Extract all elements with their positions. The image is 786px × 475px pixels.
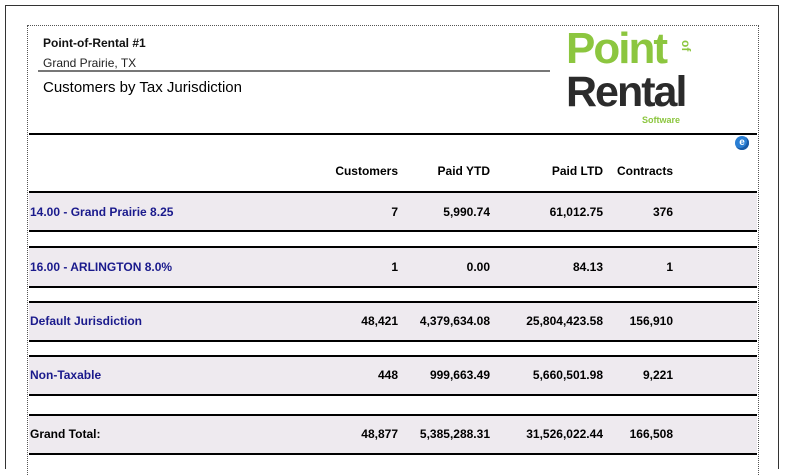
- refresh-icon[interactable]: e: [735, 136, 749, 150]
- row-paid-ltd: 25,804,423.58: [526, 314, 603, 328]
- table-top-rule: [29, 133, 757, 135]
- col-header-paid-ytd: Paid YTD: [437, 164, 490, 178]
- row-label-link[interactable]: Non-Taxable: [30, 368, 102, 382]
- report-page: [27, 25, 759, 475]
- col-header-contracts: Contracts: [616, 164, 673, 178]
- row-contracts: 1: [666, 260, 673, 274]
- point-of-rental-logo: [566, 26, 701, 126]
- grand-total-label: Grand Total:: [30, 427, 101, 441]
- total-contracts: 166,508: [629, 427, 673, 441]
- total-customers: 48,877: [361, 427, 398, 441]
- row-paid-ltd: 84.13: [572, 260, 603, 274]
- total-paid-ytd: 5,385,288.31: [419, 427, 490, 441]
- logo-point: Point: [566, 24, 666, 73]
- row-paid-ytd: 999,663.49: [429, 368, 490, 382]
- row-label-link[interactable]: 14.00 - Grand Prairie 8.25: [30, 205, 174, 219]
- company-name: Point-of-Rental #1: [43, 36, 146, 50]
- row-paid-ltd: 5,660,501.98: [532, 368, 603, 382]
- report-title: Customers by Tax Jurisdiction: [43, 79, 242, 96]
- row-label-link[interactable]: Default Jurisdiction: [30, 314, 143, 328]
- row-paid-ltd: 61,012.75: [549, 205, 603, 219]
- row-customers: 48,421: [361, 314, 398, 328]
- total-paid-ltd: 31,526,022.44: [526, 427, 603, 441]
- logo-of: of: [679, 40, 693, 52]
- header-divider: [38, 70, 550, 72]
- row-label-link[interactable]: 16.00 - ARLINGTON 8.0%: [30, 260, 173, 274]
- row-paid-ytd: 0.00: [466, 260, 490, 274]
- row-customers: 1: [391, 260, 398, 274]
- row-customers: 448: [377, 368, 398, 382]
- row-contracts: 156,910: [629, 314, 673, 328]
- logo-rental: Rental: [566, 68, 686, 116]
- row-customers: 7: [391, 205, 398, 219]
- row-paid-ytd: 4,379,634.08: [419, 314, 490, 328]
- company-location: Grand Prairie, TX: [43, 56, 137, 70]
- row-paid-ytd: 5,990.74: [443, 205, 490, 219]
- logo-software: Software: [642, 115, 681, 125]
- row-contracts: 9,221: [642, 368, 673, 382]
- row-contracts: 376: [652, 205, 673, 219]
- col-header-customers: Customers: [335, 164, 398, 178]
- col-header-paid-ltd: Paid LTD: [551, 164, 603, 178]
